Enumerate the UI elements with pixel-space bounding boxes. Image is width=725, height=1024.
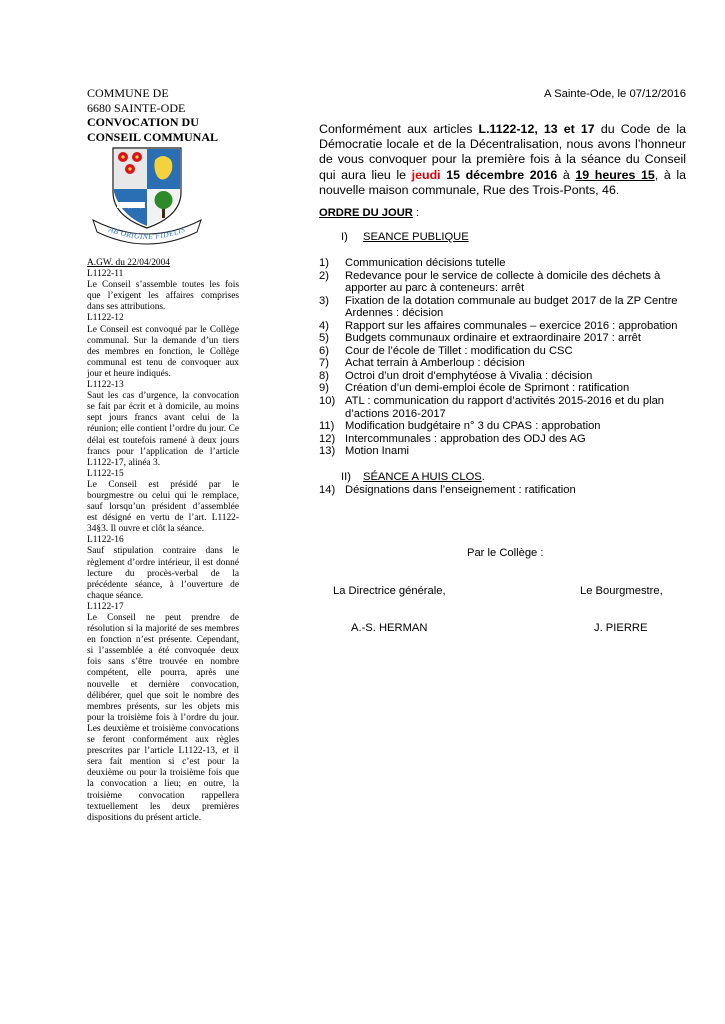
agenda-item-number: 14) (319, 484, 336, 496)
intro-articles: L.1122-12, 13 et 17 (478, 122, 595, 136)
agenda-heading (319, 207, 419, 219)
agenda-item-text: Octroi d’un droit d’emphytéose à Vivalia : décision (345, 369, 593, 382)
agenda-item (319, 484, 689, 497)
legal-reference-text: Le Conseil est convoqué par le Collège communal. Sur la demande d’un tiers des membres en fonction, le Collège communal est tenu de convoquer aux jour et heure indiqués. (87, 324, 239, 379)
document-date: A Sainte-Ode, le 07/12/2016 (544, 88, 686, 100)
agenda-item-number: 11) (319, 420, 335, 433)
legal-references (87, 258, 239, 824)
agenda-item-number: 7) (319, 357, 329, 370)
agenda-item-number: 12) (319, 432, 336, 445)
agenda-item (319, 320, 689, 333)
intro-text-4: , à la nouvelle maison communale, Rue des Trois-Ponts, 46. (319, 167, 686, 197)
legal-reference-text: Le Conseil est présidé par le bourgmestre ou celui qui le remplace, sauf lorsqu’un président d’assemblée est désigné en vertu de l’art. L1122-34§3. Il ouvre et clôt la séance. (87, 479, 239, 535)
commune-header (87, 86, 239, 144)
legal-reference-label: L1122-12 (87, 313, 124, 324)
agenda-item (319, 270, 689, 295)
legal-reference-text: Saut les cas d’urgence, la convocation se fait par écrit et à domicile, au moins sept jours francs avant celui de la réunion; elle contient l’ordre du jour. Ce délai est toutefois ramené à deux jours francs pour l’application de l’article L1122-17, alinéa 3. (87, 391, 239, 468)
commune-name: COMMUNE DE (87, 86, 169, 100)
intro-paragraph (319, 122, 686, 198)
agenda-item-number: 6) (319, 344, 329, 357)
agenda-item-text: Budgets communaux ordinaire et extraordinaire 2017 : arrêt (345, 332, 642, 345)
agenda-item-number: 13) (319, 445, 336, 458)
intro-date: 15 décembre 2016 (440, 167, 558, 182)
commune-crest-logo (91, 146, 203, 246)
agenda-items-closed (319, 484, 689, 497)
signature-left-name: A.-S. HERMAN (351, 622, 428, 634)
section-public (341, 231, 469, 243)
agenda-item (319, 295, 689, 320)
agenda-item-number: 8) (319, 369, 329, 382)
intro-time: 19 heures 15 (575, 167, 655, 182)
legal-reference-label: A.GW. du 22/04/2004 (87, 258, 170, 268)
doc-title-line2: CONSEIL COMMUNAL (87, 129, 219, 144)
legal-reference-text: Le Conseil ne peut prendre de résolution si la majorité de ses membres en fonction n’est présente. Cependant, si l’assemblée a été convoquée deux fois sans s’être trouvée en nombre compétent, elle pourra, après une nouvelle et dernière convocation, délibérer, quel que soit le nombre des membres présents, sur les objets mis pour la troisième fois à l’ordre du jour. Les deuxième et troisième convocations se feront conformément aux règles prescrites par l’article L1122-13, et il sera fait mention si c’est pour la deuxième ou pour la troisième fois que la convocation a lieu; en outre, la troisième convocation rappellera textuellement les deux premières dispositions du présent article. (87, 613, 239, 823)
agenda-item-number: 10) (319, 395, 336, 408)
agenda-item-text: Création d’un demi-emploi école de Sprimont : ratification (345, 382, 630, 395)
legal-reference-label: L1122-13 (87, 380, 124, 391)
agenda-item-text: Désignations dans l’enseignement : ratification (345, 484, 576, 496)
agenda-item (319, 382, 689, 395)
section-closed (341, 471, 485, 483)
agenda-item-text: Motion Inami (345, 445, 410, 458)
section-closed-title: SÉANCE A HUIS CLOS (363, 471, 482, 483)
agenda-item-text: Fixation de la dotation communale au budget 2017 de la ZP Centre Ardennes : décision (345, 294, 678, 320)
agenda-item-number: 1) (319, 257, 329, 269)
agenda-item (319, 345, 689, 358)
intro-text-3: à (557, 167, 576, 182)
section-closed-suffix: . (481, 471, 485, 483)
doc-title-line1: CONVOCATION DU (87, 115, 199, 129)
agenda-item-text: Redevance pour le service de collecte à domicile des déchets à apporter au parc à conteneurs: arrêt (345, 269, 661, 295)
agenda-item (319, 395, 689, 420)
agenda-item-number: 2) (319, 269, 329, 282)
agenda-item (319, 332, 689, 345)
intro-text-1: Conformément aux articles (319, 122, 479, 136)
agenda-item (319, 357, 689, 370)
agenda-item (319, 420, 689, 433)
agenda-label: ORDRE DU JOUR (319, 207, 413, 219)
legal-reference-text: Sauf stipulation contraire dans le règlement d’ordre intérieur, il est donné lecture du procès-verbal de la précédente séance, à l’ouverture de chaque séance. (87, 546, 239, 601)
legal-reference-label: L1122-11 (87, 269, 124, 280)
agenda-item (319, 433, 689, 446)
agenda-items-public (319, 257, 689, 458)
agenda-item-text: Achat terrain à Amberloup : décision (345, 357, 525, 370)
signature-right-name: J. PIERRE (594, 622, 648, 634)
agenda-item-number: 4) (319, 319, 329, 332)
agenda-label-suffix: : (412, 207, 420, 219)
agenda-item-text: Cour de l’école de Tillet : modification du CSC (345, 344, 573, 357)
signature-left-role: La Directrice générale, (333, 585, 446, 597)
commune-address: 6680 SAINTE-ODE (87, 100, 186, 115)
agenda-item-text: ATL : communication du rapport d’activités 2015-2016 et du plan d’actions 2016-2017 (345, 395, 665, 420)
crest-motto: AB ORIGINE FIDELIS (107, 224, 187, 242)
section-public-title: SEANCE PUBLIQUE (363, 231, 469, 243)
legal-reference-label: L1122-16 (87, 535, 124, 546)
legal-reference-label: L1122-17 (87, 601, 124, 612)
intro-day: jeudi (411, 167, 441, 182)
agenda-item (319, 257, 689, 270)
agenda-item-number: 5) (319, 332, 329, 345)
section-closed-number: II) (341, 471, 351, 483)
legal-reference-label: L1122-15 (87, 468, 124, 479)
legal-reference-text: Le Conseil s’assemble toutes les fois que l’exigent les affaires comprises dans ses attributions. (87, 280, 239, 313)
signature-right-role: Le Bourgmestre, (580, 585, 663, 597)
section-public-number: I) (341, 231, 348, 243)
agenda-item-text: Rapport sur les affaires communales – exercice 2016 : approbation (345, 319, 678, 332)
agenda-item-text: Communication décisions tutelle (345, 257, 506, 269)
signature-intro: Par le Collège : (467, 547, 544, 559)
agenda-item (319, 445, 689, 458)
agenda-item-text: Modification budgétaire n° 3 du CPAS : approbation (345, 420, 601, 433)
agenda-item (319, 370, 689, 383)
agenda-item-text: Intercommunales : approbation des ODJ des AG (345, 432, 586, 445)
agenda-item-number: 9) (319, 382, 329, 395)
intro-text-2: du Code de la Démocratie locale et de la Décentralisation, nous avons l’honneur de vous convoquer pour la première fois à la séance du Conseil qui aura lieu le (319, 122, 686, 182)
agenda-item-number: 3) (319, 294, 329, 307)
